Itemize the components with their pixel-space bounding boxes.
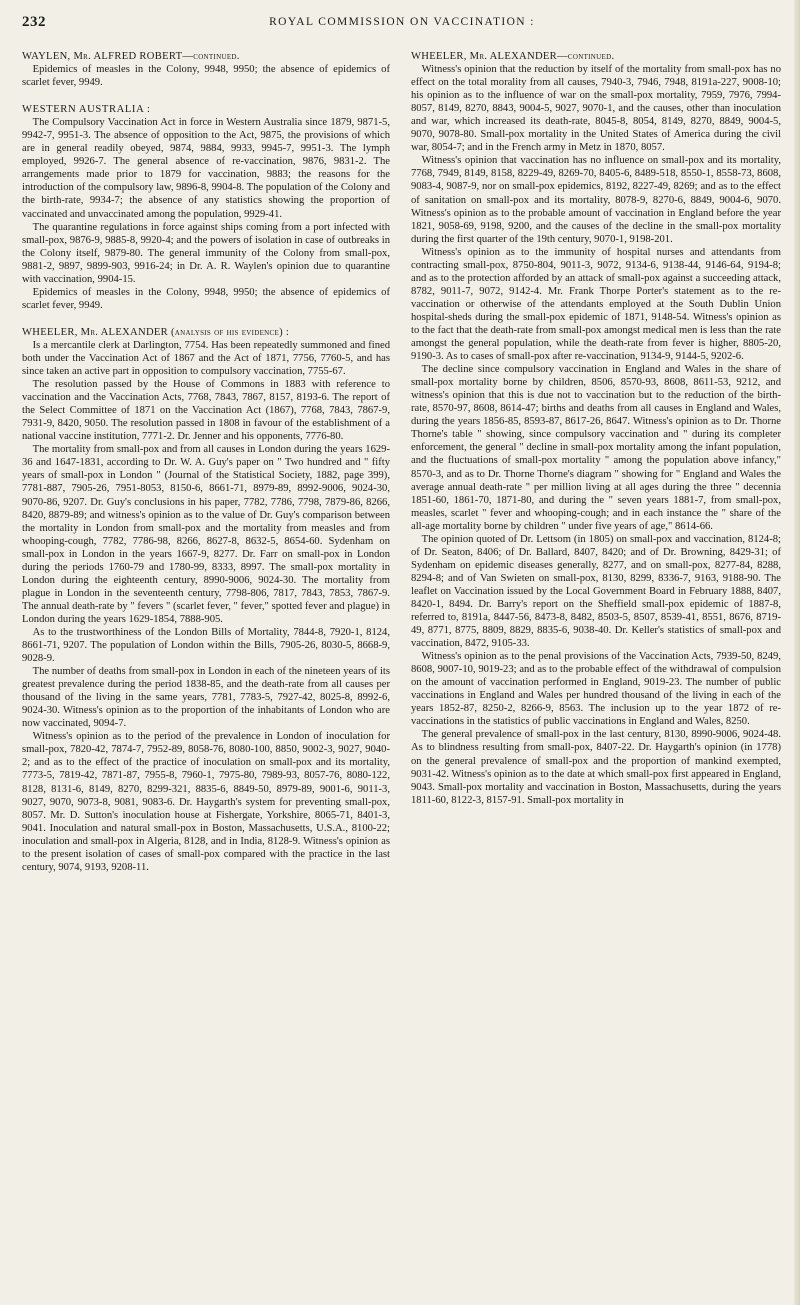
paragraph: Witness's opinion that vaccination has no influence on small-pox and its mortality, 7768, 7949, 8149, 8158, 8229-49, 8269-70, 8405-6, 8489-518, 8550-1, 8558-73, 8608, 9083-4, 9087-9, nor on small-pox epidemics, 8192, 8227-49, 8269; and as to the effect of sanitation on small-pox and its mortality, 8078-9, 8270-6, 8849, 9004-6, 9070. Witness's opinion as to the probable amount of vaccination in England before the year 1821, 9058-69, 9198, 9200, and the causes of the decline in the small-pox mortality during the first quarter of the 19th century, 9070-1, 9198-201. (411, 155, 781, 245)
paragraph: As to the trustworthiness of the London Bills of Mortality, 7844-8, 7920-1, 8124, 8661-71, 9207. The population of London within the Bills, 7905-26, 8030-5, 8668-9, 9028-9. (22, 626, 390, 665)
paragraph: The decline since compulsory vaccination in England and Wales in the share of small-pox mortality borne by children, 8506, 8570-93, 8608, 8611-53, 9212, and witness's opinion that this is due not to vaccination but to the reduction of the birth-rate, 8570-97, 8608, 8614-47; births and deaths from all causes in England and Wales, during the years 1856-85, 8593-87, 8617-26, 8647. Witness's opinion as to Dr. Thorne Thorne's table " showing, since compulsory vaccination and " during its completer enforcement, the general " decline in small-pox mortality among the infant population, and the fluctuations of small-pox mortality " among the population above infancy," 8570-3, and as to Dr. Thorne Thorne's diagram " showing for " England and Wales the average annual death-rate " per million living at all ages during the three " decennia 1851-60, 1861-70, 1871-80, and during the " seven years 1881-7, from small-pox, measles, scarlet " fever and whooping-cough; and in each instance the " share of the all-age mortality borne by children " under five years of age," 8614-66. (411, 364, 781, 532)
paragraph: Epidemics of measles in the Colony, 9948, 9950; the absence of epidemics of scarlet fever, 9949. (22, 286, 390, 311)
right-column (411, 50, 781, 807)
paragraph: The resolution passed by the House of Commons in 1883 with reference to vaccination and the Vaccination Acts, 7768, 7843, 7867, 8157, 8193-6. The report of the Select Committee of 1871 on the Vaccination Act (1867), 7768, 7843, 7867-9, 7931-9, 8420, 9050. The resolution passed in 1808 in favour of the establishment of a national vaccine institution, 7771-2. Dr. Jenner and his opponents, 7776-80. (22, 379, 390, 443)
paragraph: Is a mercantile clerk at Darlington, 7754. Has been repeatedly summoned and fined both under the Vaccination Act of 1867 and the Act of 1871, 7756, 7760-5, and has since taken an active part in opposition to compulsory vaccination, 7755-67. (22, 339, 390, 378)
paragraph: Witness's opinion as to the penal provisions of the Vaccination Acts, 7939-50, 8249, 8608, 9007-10, 9019-23; and as to the probable effect of the withdrawal of compulsion on the amount of vaccination performed in England, 9019-23. The number of public vaccinations in England and Wales per hundred thousand of the living in each of the years 1852-87, 8250-2, 8266-9, 8563. The inclusion up to the year 1872 of re-vaccinations in the statistics of public vaccinations in England and Wales, 8250. (411, 651, 781, 728)
page-number: 232 (22, 14, 46, 30)
paragraph: The quarantine regulations in force against ships coming from a port infected with small-pox, 9876-9, 9885-8, 9920-4; and the powers of isolation in case of outbreaks in the Colony itself, 9879-80. The general immunity of the Colony from small-pox, 9881-2, 9897, 9899-903, 9916-24; in Dr. A. R. Waylen's opinion due to quarantine with vaccination, 9904-15. (22, 221, 390, 285)
scan-edge-shadow (794, 0, 800, 1305)
paragraph: Witness's opinion as to the immunity of hospital nurses and attendants from contracting small-pox, 8750-804, 9011-3, 9072, 9134-6, 9138-44, 9146-64, 9194-8; and as to the protection afforded by an attack of small-pox against a succeeding attack, 8782, 9011-7, 9072, 9142-4. Mr. Frank Thorpe Porter's statement as to the re-vaccination or otherwise of the attendants employed at the South Dublin Union hospital-sheds during the small-pox epidemic of 1871, 9148-54. Witness's opinion as to the fact that the death-rate from small-pox amongst medical men is less than the rate amongst the general population, while the death-rate from fever is higher, 8805-20, 9190-3. As to cases of small-pox after re-vaccination, 9134-9, 9144-5, 9202-6. (411, 246, 781, 363)
entry-heading-wheeler-continued: WHEELER, Mr. ALEXANDER—continued. (411, 51, 615, 62)
paragraph: The mortality from small-pox and from all causes in London during the years 1629-36 and 1647-1831, according to Dr. W. A. Guy's paper on " Two hundred and " fifty years of small-pox in London " (Journal of the Statistical Society, 1882, page 399), 7781-887, 7905-26, 7951-8053, 8150-6, 8661-71, 8979-89, 8992-9006, 9024-30, 9070-86, 9207. Dr. Guy's conclusions in his paper, 7782, 7786, 7798, 7879-86, 8266, 8420, 8879-89; and witness's opinion as to the value of Dr. Guy's comparison between the mortality in London from small-pox and the mortality from measles and from whooping-cough, 7782, 7786-98, 8266, 8627-8, 8632-5, 8654-60. Sydenham on small-pox in London in the years 1667-9, 8277. Dr. Farr on small-pox in London during the periods 1760-79 and 1780-99, 8333, 8997. The small-pox mortality in London during the eighteenth century, 8990-9006, 9024-30. The mortality from plague in London in the seventeenth century, 7798-806, 7817, 7843, 7853, 7867-9. The annual death-rate by " fevers " (scarlet fever, " fever," spotted fever and plague) in London during the years 1629-1854, 7888-905. (22, 444, 390, 625)
entry-heading-wheeler: WHEELER, Mr. ALEXANDER (analysis of his evidence) : (22, 326, 290, 338)
paragraph: The general prevalence of small-pox in the last century, 8130, 8990-9006, 9024-48. As to blindness resulting from small-pox, 8407-22. Dr. Haygarth's opinion (in 1778) on the general prevalence of small-pox and the proportion of mankind exempted, 9031-42. Witness's opinion as to the date at which small-pox first appeared in England, 9043. Small-pox mortality and vaccination in Boston, Massachusetts, during the years 1811-60, 8122-3, 8157-91. Small-pox mortality in (411, 729, 781, 806)
paragraph: The number of deaths from small-pox in London in each of the nineteen years of its greatest prevalence during the period 1838-85, and the death-rate from all causes per thousand of the living in the same years, 7781, 7783-5, 7927-42, 8025-8, 8992-6, 9024-30. Witness's opinion as to the proportion of the inhabitants of London who are now vaccinated, 9094-7. (22, 666, 390, 730)
entry-heading-waylen: WAYLEN, Mr. ALFRED ROBERT—continued. (22, 51, 240, 62)
paragraph: The Compulsory Vaccination Act in force in Western Australia since 1879, 9871-5, 9942-7, 9951-3. The absence of opposition to the Act, 9875, the provisions of which are in general readily obeyed, 9874, 9884, 9933, 9945-7, 9951-3. The lymph employed, 9926-7. The general absence of re-vaccination, 9876, 9831-2. The arrangements made prior to 1879 for vaccination, 9883; the reasons for the introduction of the compulsory law, 9896-8, 9904-8. The population of the Colony and the birth-rate, 9934-7; the absence of any statistics showing the proportion of vaccinated and unvaccinated among the population, 9929-41. (22, 117, 390, 220)
paragraph: The opinion quoted of Dr. Lettsom (in 1805) on small-pox and vaccination, 8124-8; of Dr. Seaton, 8406; of Dr. Ballard, 8407, 8420; and of Dr. Browning, 8429-31; of Sydenham on epidemic diseases generally, 8277, and on small-pox, 8277-84, 8288, 8294-8; and of Van Swieten on small-pox, 8130, 8299, 8336-7, 9163, 9188-90. The leaflet on Vaccination issued by the Local Government Board in February 1888, 8407, 8420-1, 8494. Dr. Barry's report on the Sheffield small-pox epidemic of 1887-8, referred to, 8191a, 8447-56, 8473-8, 8482, 8503-5, 8507, 8539-41, 8551, 8676, 8719-49, 8771, 8775, 8809, 8829, 8835-6, 9038-40. Dr. Keller's statistics of small-pox and vaccination, 8472, 9105-33. (411, 533, 781, 650)
running-title: ROYAL COMMISSION ON VACCINATION : (269, 16, 535, 28)
paragraph: Witness's opinion as to the period of the prevalence in London of inoculation for small-pox, 7820-42, 7874-7, 7952-89, 8058-76, 8080-100, 8850, 9002-3, 9027, 9040-2; and as to the effect of the practice of inoculation on small-pox and its mortality, 7773-5, 7819-42, 7871-87, 7955-8, 7960-1, 7975-80, 7989-93, 8057-76, 8080-122, 8128, 8131-6, 8149, 8270, 8299-321, 8835-6, 8849-50, 8979-89, 9001-6, 9011-3, 9027, 9070, 9073-8, 9081, 9083-6. Dr. Haygarth's system for preventing small-pox, 8057. Mr. D. Sutton's inoculation house at Fishergate, Yorkshire, 8065-71, 8401-3, 9041. Inoculation and natural small-pox in Boston, Massachusetts, U.S.A., 8100-22; inoculation and small-pox in Algeria, 8128, and in India, 8128-9. Witness's opinion as to the present isolation of cases of small-pox compared with the practice in the last century, 9074, 9193, 9208-11. (22, 731, 390, 873)
left-column (22, 50, 390, 874)
paragraph: Witness's opinion that the reduction by itself of the mortality from small-pox has no effect on the total morality from all causes, 7940-3, 7946, 7948, 8191a-227, 9008-10; his opinion as to the influence of war on the small-pox mortality, 7959, 7976, 7994-8057, 8149, 8270, 8843, 9004-5, 9027, 9070-1, and the causes, other than inoculation and war, which increased its death-rate, 8045-8, 8054, 8149, 8270, 8849, 9004-5, 9070, 9078-80. Small-pox mortality in the United States of America during the civil war, 8054-7; and in the French army in Metz in 1870, 8057. (411, 64, 781, 154)
page-header (22, 14, 782, 36)
paragraph: Epidemics of measles in the Colony, 9948, 9950; the absence of epidemics of scarlet fever, 9949. (22, 64, 390, 89)
section-heading-western-australia: WESTERN AUSTRALIA : (22, 104, 151, 116)
